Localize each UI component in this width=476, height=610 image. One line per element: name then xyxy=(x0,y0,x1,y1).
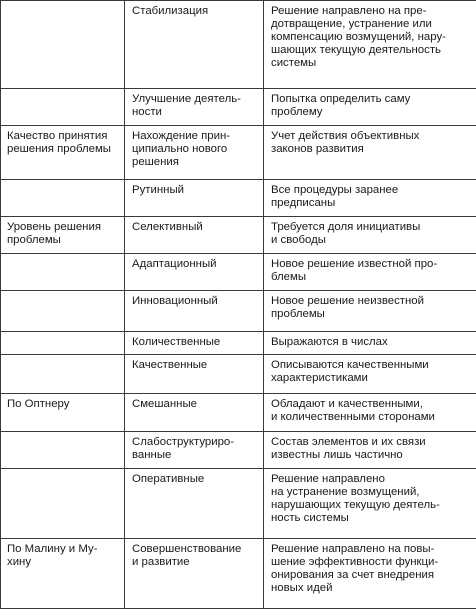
table-row xyxy=(1,355,476,394)
type-cell: Стабилизация xyxy=(125,1,264,89)
type-cell: Смешанные xyxy=(125,394,264,432)
criterion-cell xyxy=(1,332,125,355)
table-row xyxy=(1,432,476,469)
description-cell: Описываются качественными характеристиками xyxy=(264,355,476,394)
table-body xyxy=(1,1,476,609)
criterion-cell: По Оптнеру xyxy=(1,394,125,432)
description-cell: Решение направлено на устранение возмущений, нарушающих текущую деятель- ность системы xyxy=(264,469,476,539)
criterion-cell: Уровень решения проблемы xyxy=(1,217,125,254)
description-cell: Выражаются в числах xyxy=(264,332,476,355)
criterion-cell: Качество принятия решения проблемы xyxy=(1,126,125,180)
type-cell: Нахождение прин- ципиально нового решения xyxy=(125,126,264,180)
table-row xyxy=(1,332,476,355)
type-cell: Качественные xyxy=(125,355,264,394)
type-cell: Количественные xyxy=(125,332,264,355)
description-cell: Состав элементов и их связи известны лишь частично xyxy=(264,432,476,469)
type-cell: Селективный xyxy=(125,217,264,254)
description-cell: Требуется доля инициативы и свободы xyxy=(264,217,476,254)
criterion-cell xyxy=(1,89,125,126)
description-cell: Попытка определить саму проблему xyxy=(264,89,476,126)
criterion-cell xyxy=(1,1,125,89)
criterion-cell xyxy=(1,355,125,394)
type-cell: Адаптационный xyxy=(125,254,264,291)
criterion-cell xyxy=(1,432,125,469)
table-row xyxy=(1,126,476,180)
type-cell: Слабоструктуриро- ванные xyxy=(125,432,264,469)
criterion-cell: По Малину и Му- хину xyxy=(1,539,125,609)
table-row xyxy=(1,180,476,217)
description-cell: Новое решение неизвестной проблемы xyxy=(264,291,476,332)
type-cell: Оперативные xyxy=(125,469,264,539)
table-row xyxy=(1,539,476,609)
description-cell: Все процедуры заранее предписаны xyxy=(264,180,476,217)
table-row xyxy=(1,254,476,291)
table-row xyxy=(1,217,476,254)
description-cell: Решение направлено на пре- дотвращение, устранение или компенсацию возмущений, нару- шающих текущую деятельность системы xyxy=(264,1,476,89)
table-row xyxy=(1,1,476,89)
type-cell: Рутинный xyxy=(125,180,264,217)
description-cell: Учет действия объективных законов развития xyxy=(264,126,476,180)
description-cell: Новое решение известной про- блемы xyxy=(264,254,476,291)
type-cell: Улучшение деятель- ности xyxy=(125,89,264,126)
type-cell: Инновационный xyxy=(125,291,264,332)
description-cell: Обладают и качественными, и количественными сторонами xyxy=(264,394,476,432)
type-cell: Совершенствование и развитие xyxy=(125,539,264,609)
criterion-cell xyxy=(1,291,125,332)
table-row xyxy=(1,469,476,539)
table-row xyxy=(1,89,476,126)
criterion-cell xyxy=(1,469,125,539)
description-cell: Решение направлено на повы- шение эффективности функци- онирования за счет внедрения новых идей xyxy=(264,539,476,609)
table-row xyxy=(1,394,476,432)
table-row xyxy=(1,291,476,332)
criterion-cell xyxy=(1,254,125,291)
criterion-cell xyxy=(1,180,125,217)
